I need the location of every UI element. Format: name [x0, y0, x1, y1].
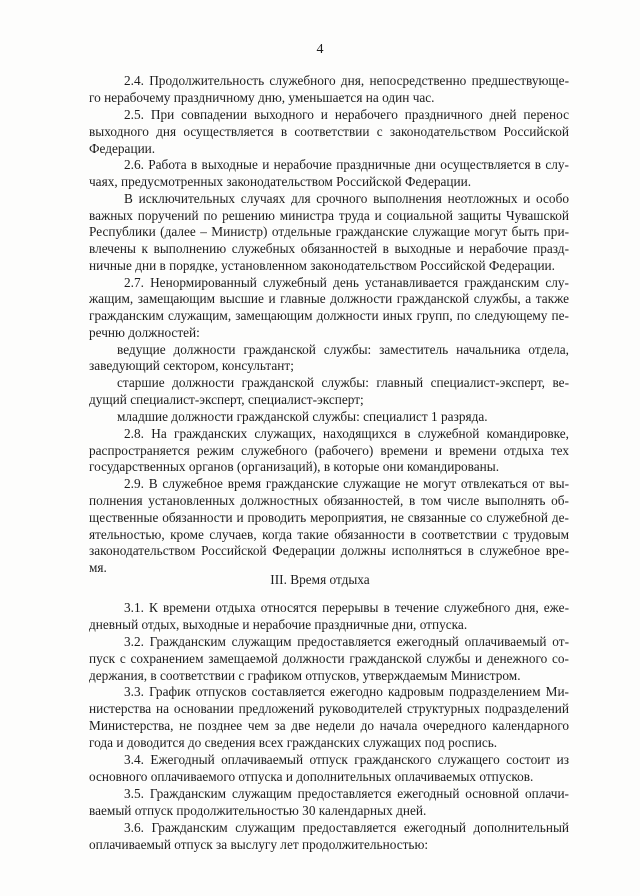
text-line: нистерства на основании предложений руководителей структурных подразделений [89, 701, 569, 716]
text-line: чаях, предусмотренных законодательством Российской Федерации. [89, 174, 472, 189]
text-line: ятельностью, кроме случаев, когда такие обязанности в соответствии с трудовым [89, 527, 569, 542]
text-line: влечены к выполнению служебных обязанностей в выходные и нерабочие празд- [89, 241, 569, 256]
text-line: 3.3. График отпусков составляется ежегодно кадровым подразделением Ми- [124, 684, 569, 699]
text-line: Республики (далее – Министр) отдельные гражданские служащие могут быть при- [89, 224, 569, 239]
text-line: 2.8. На гражданских служащих, находящихся в служебной командировке, [124, 426, 569, 441]
text-line: го нерабочему праздничному дню, уменьшается на один час. [89, 90, 435, 105]
text-line: 3.2. Гражданским служащим предоставляется ежегодный оплачиваемый от- [124, 634, 569, 649]
text-line: основного оплачиваемого отпуска и дополнительных оплачиваемых отпусков. [89, 769, 534, 784]
text-line: 2.4. Продолжительность служебного дня, непосредственно предшествующе- [124, 73, 569, 88]
text-line: 2.6. Работа в выходные и нерабочие праздничные дни осуществляется в слу- [124, 157, 569, 172]
text-line: дневный отдых, выходные и нерабочие праздничные дни, отпуска. [89, 617, 468, 632]
section-heading: III. Время отдыха [270, 572, 370, 587]
text-line: старшие должности гражданской службы: главный специалист-эксперт, ве- [117, 375, 569, 390]
text-line: ведущие должности гражданской службы: заместитель начальника отдела, [117, 342, 569, 357]
text-line: государственных органов (организаций), в которые они командированы. [89, 459, 500, 474]
text-line: гражданским служащим, замещающим должности иных групп, по следующему пе- [89, 308, 569, 323]
page-number: 4 [316, 42, 324, 57]
text-line: года и доводится до сведения всех гражданских служащих под роспись. [89, 735, 498, 750]
text-line: 3.6. Гражданским служащим предоставляется ежегодный дополнительный [124, 820, 569, 835]
text-line: 3.1. К времени отдыха относятся перерывы в течение служебного дня, еже- [124, 600, 569, 615]
text-line: распространяется режим служебного (рабочего) времени и времени отдыха тех [89, 443, 569, 458]
text-line: В исключительных случаях для срочного выполнения неотложных и особо [124, 191, 569, 206]
text-line: 2.7. Ненормированный служебный день устанавливается гражданским слу- [124, 275, 569, 290]
text-line: щественные обязанности и проводить мероприятия, не связанные со служебной де- [89, 510, 569, 525]
text-line: важных поручений по решению министра труда и социальной защиты Чувашской [89, 208, 569, 223]
text-line: 2.9. В служебное время гражданские служащие не могут отвлекаться от вы- [124, 476, 569, 491]
text-line: ваемый отпуск продолжительностью 30 календарных дней. [89, 803, 427, 818]
text-line: законодательством Российской Федерации должны исполняться в служебное вре- [89, 543, 569, 558]
text-line: жащим, замещающим высшие и главные должности гражданской службы, а также [89, 291, 569, 306]
text-line: речню должностей: [89, 325, 200, 340]
text-line: полнения установленных должностных обязанностей, в том числе выполнять об- [89, 493, 569, 508]
text-line: оплачиваемый отпуск за выслугу лет продолжительностью: [89, 837, 429, 852]
text-line: мя. [89, 560, 107, 575]
text-line: дущий специалист-эксперт, специалист-эксперт; [89, 392, 364, 407]
text-line: выходного дня осуществляется в соответствии с законодательством Российской [89, 124, 569, 139]
text-line: 3.5. Гражданским служащим предоставляется ежегодный основной оплачи- [124, 786, 569, 801]
text-line: Министерства, не позднее чем за две недели до начала очередного календарного [89, 718, 569, 733]
text-line: младшие должности гражданской службы: специалист 1 разряда. [117, 409, 488, 424]
text-line: пуск с сохранением замещаемой должности гражданской службы и денежного со- [89, 651, 569, 666]
text-line: заведующий сектором, консультант; [89, 358, 294, 373]
text-line: Федерации. [89, 141, 156, 156]
text-line: 2.5. При совпадении выходного и нерабочего праздничного дней перенос [124, 107, 569, 122]
text-line: 3.4. Ежегодный оплачиваемый отпуск гражданского служащего состоит из [124, 752, 569, 767]
text-line: ничные дни в порядке, установленном законодательством Российской Федерации. [89, 258, 556, 273]
text-line: держания, в соответствии с графиком отпусков, утверждаемым Министром. [89, 668, 521, 683]
